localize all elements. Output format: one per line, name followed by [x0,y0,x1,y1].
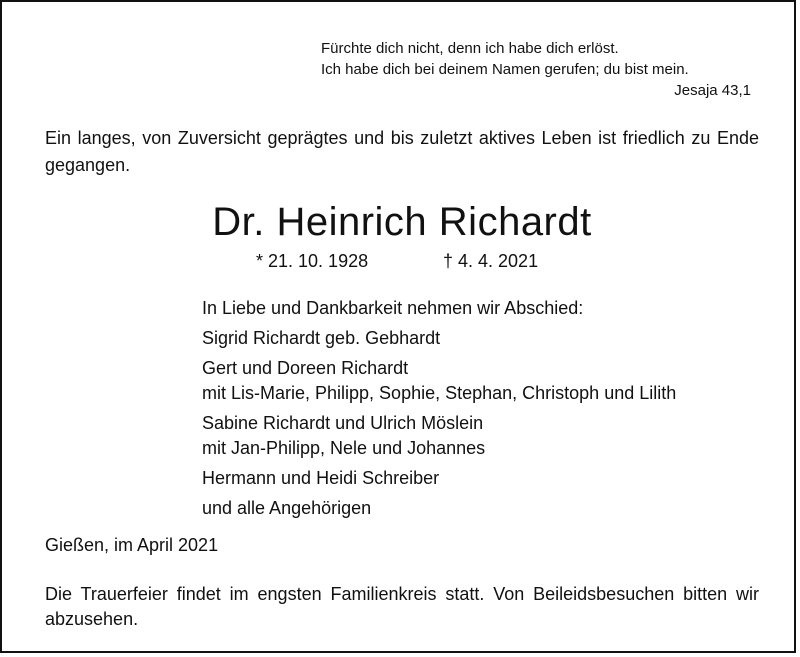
deceased-name: Dr. Heinrich Richardt [212,200,592,244]
family-child2-kids: mit Jan-Philipp, Nele und Johannes [202,438,486,458]
family-child1-group [202,356,762,406]
death-date: † 4. 4. 2021 [443,251,539,271]
family-child1: Gert und Doreen Richardt [202,358,409,378]
verse-line-2: Ich habe dich bei deinem Namen gerufen; du bist mein. [321,61,689,78]
birth-date: * 21. 10. 1928 [256,251,369,271]
family-child2: Sabine Richardt und Ulrich Möslein [202,413,484,433]
family-relatives: Hermann und Heidi Schreiber [202,468,440,488]
place-date: Gießen, im April 2021 [45,535,219,555]
family-spouse-group [202,326,762,351]
family-child1-kids: mit Lis-Marie, Philipp, Sophie, Stephan, Christoph und Lilith [202,383,677,403]
family-others-group [202,496,762,521]
verse-line-1: Fürchte dich nicht, denn ich habe dich erlöst. [321,40,619,57]
family-relatives-group [202,466,762,491]
family-list [202,296,762,526]
family-heading: In Liebe und Dankbarkeit nehmen wir Abschied: [202,298,584,318]
family-others: und alle Angehörigen [202,498,372,518]
intro-text: Ein langes, von Zuversicht geprägtes und bis zuletzt aktives Leben ist friedlich zu Ende gegangen. [45,128,759,175]
bible-verse [321,38,751,101]
verse-reference: Jesaja 43,1 [674,82,751,99]
service-note: Die Trauerfeier findet im engsten Familienkreis statt. Von Beileidsbesuchen bitten wir abzusehen. [45,584,759,629]
family-child2-group [202,411,762,461]
family-heading-group [202,296,762,321]
family-spouse: Sigrid Richardt geb. Gebhardt [202,328,441,348]
